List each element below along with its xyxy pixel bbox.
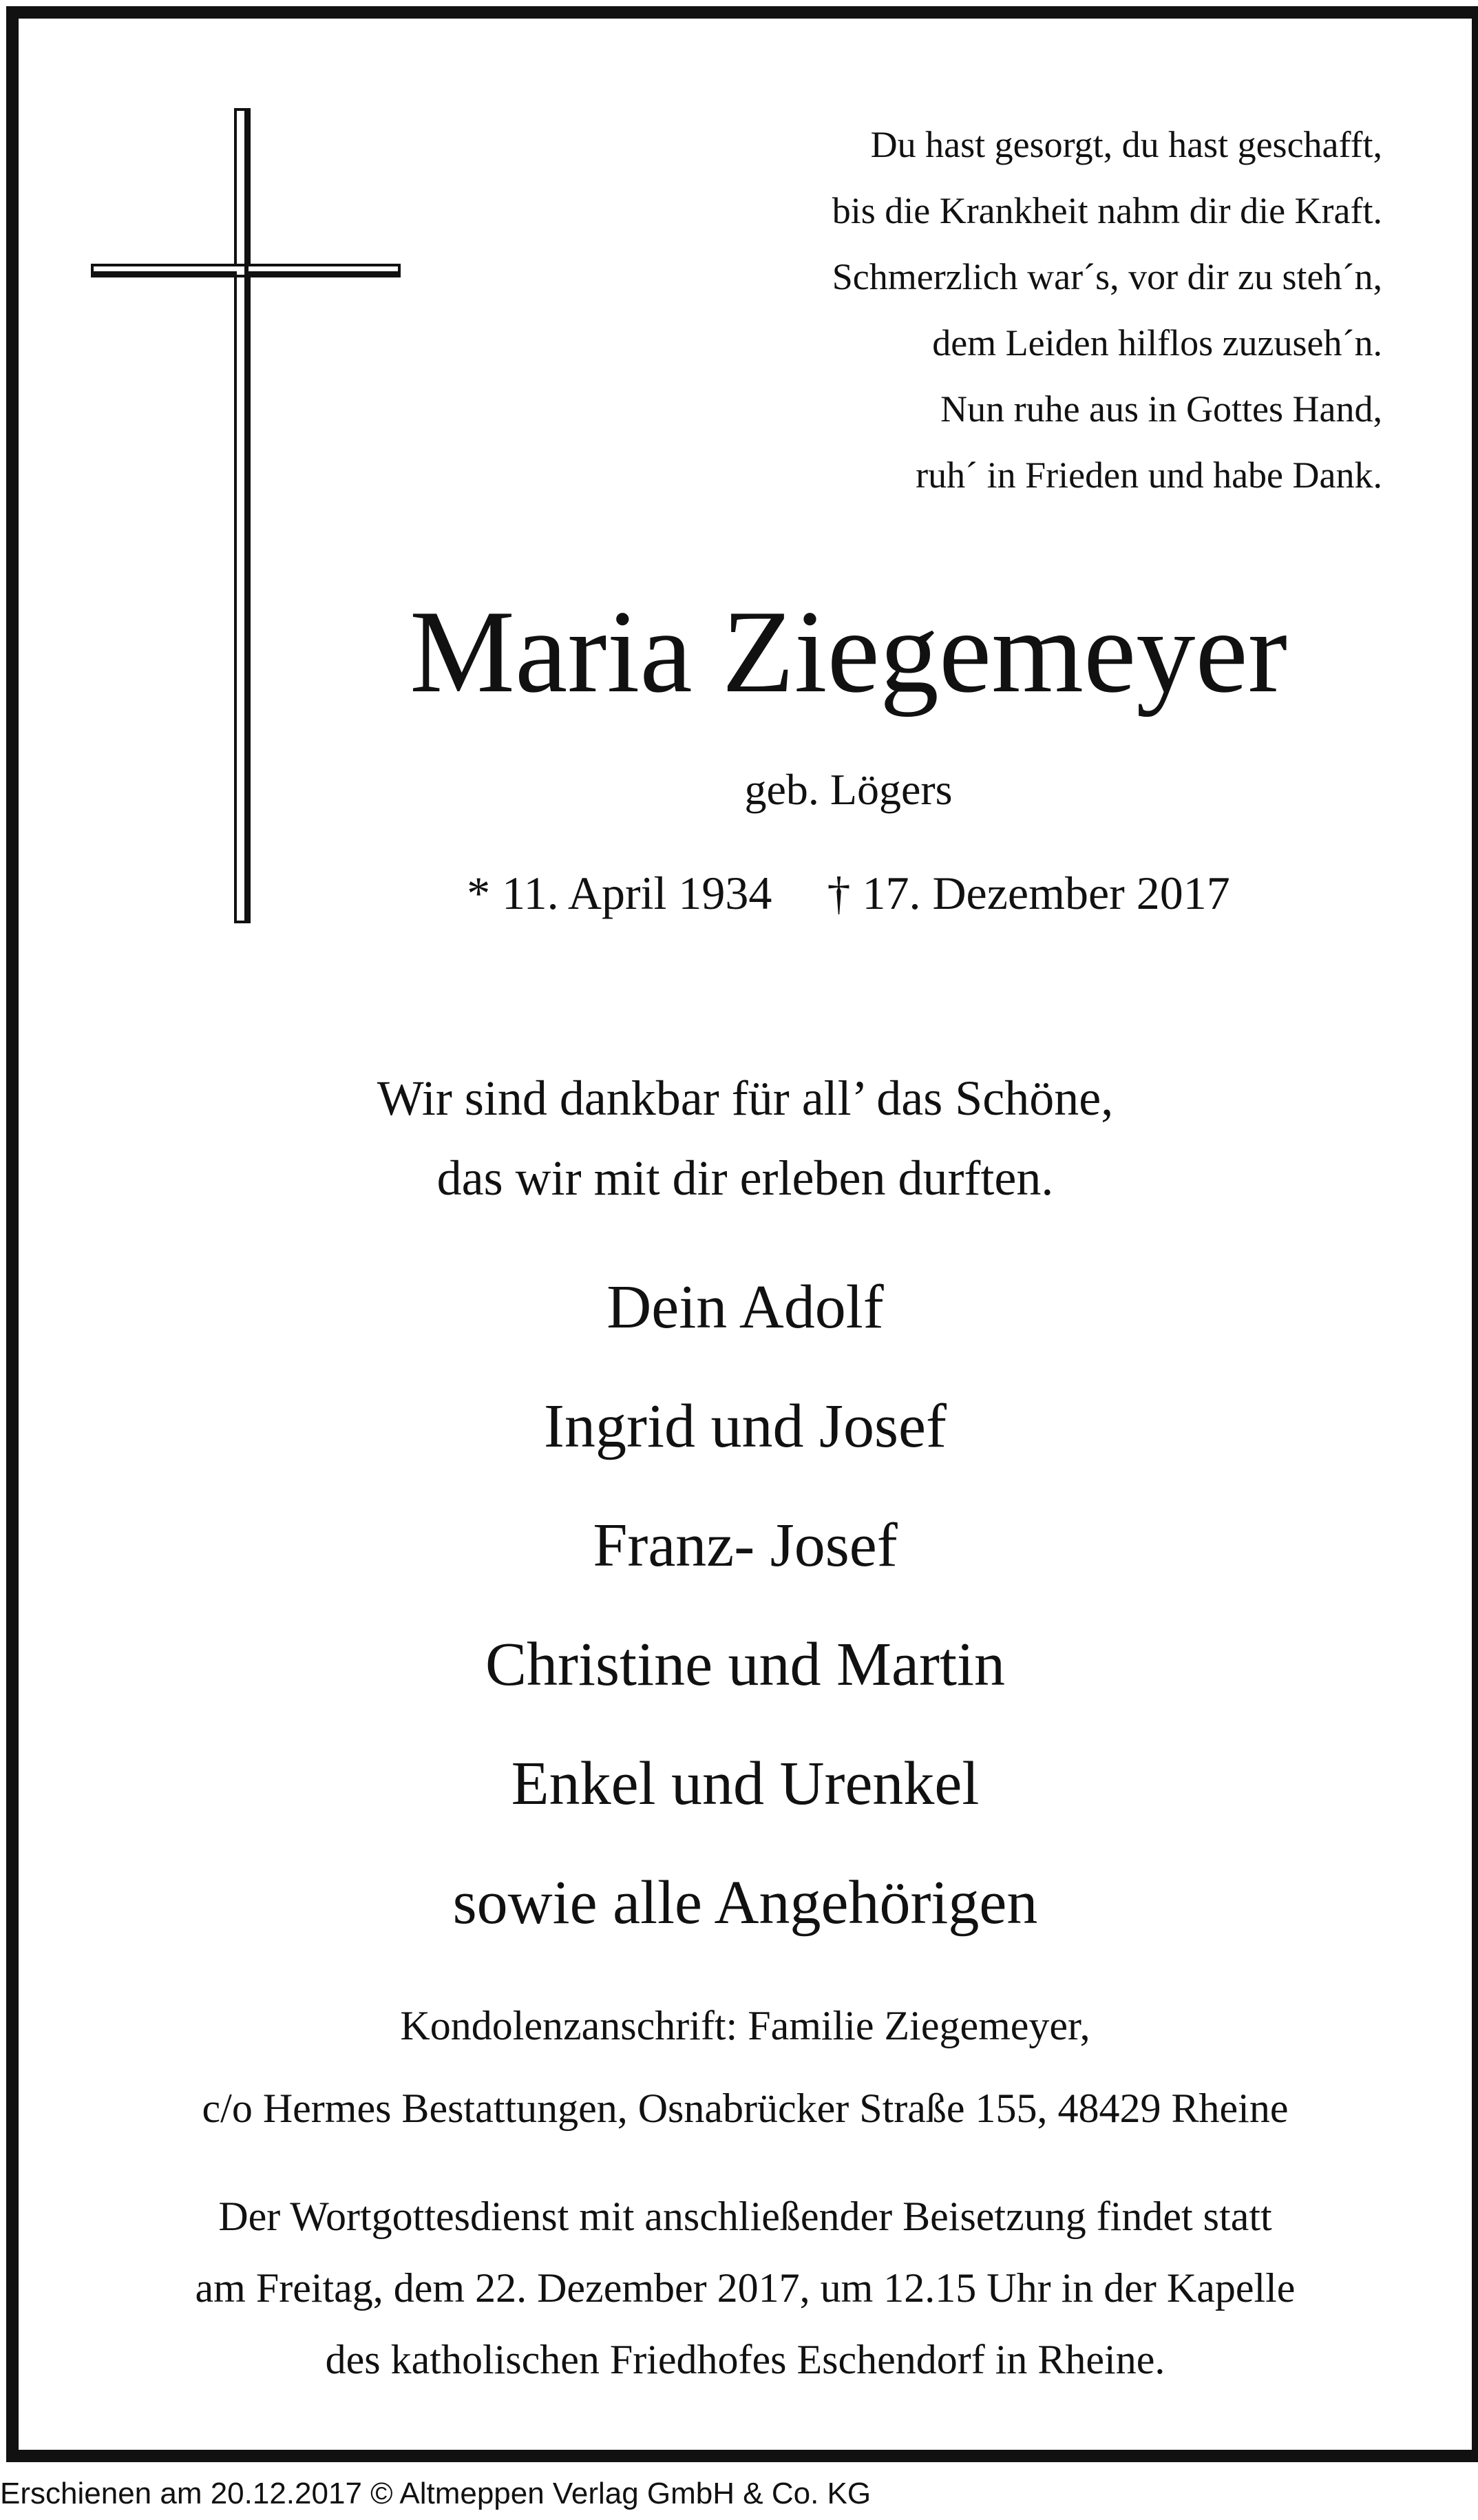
life-dates bbox=[19, 862, 1472, 924]
address-line: Kondolenzanschrift: Familie Ziegemeyer, bbox=[400, 2003, 1090, 2048]
poem-line: Nun ruhe aus in Gottes Hand, bbox=[940, 388, 1382, 430]
publication-footer: Erschienen am 20.12.2017 © Altmeppen Verlag GmbH & Co. KG bbox=[0, 2477, 872, 2510]
mourner-entry: Ingrid und Josef bbox=[544, 1392, 947, 1460]
mourners-list bbox=[19, 1248, 1472, 1962]
service-line: des katholischen Friedhofes Eschendorf in Rheine. bbox=[325, 2337, 1165, 2382]
address-line: c/o Hermes Bestattungen, Osnabrücker Straße 155, 48429 Rheine bbox=[202, 2086, 1289, 2131]
service-info bbox=[19, 2181, 1472, 2395]
deceased-name: Maria Ziegemeyer bbox=[410, 587, 1287, 717]
death-date: † 17. Dezember 2017 bbox=[827, 867, 1230, 919]
service-line: Der Wortgottesdienst mit anschließender Beisetzung findet statt bbox=[218, 2194, 1272, 2239]
condolence-address bbox=[19, 1984, 1472, 2150]
mourner-entry: Franz- Josef bbox=[593, 1511, 898, 1579]
mourner-entry: Christine und Martin bbox=[485, 1630, 1005, 1699]
thanks-text bbox=[19, 1058, 1472, 1218]
mourner-entry: Enkel und Urenkel bbox=[511, 1750, 980, 1818]
poem bbox=[487, 112, 1382, 508]
thanks-line: das wir mit dir erleben durften. bbox=[436, 1151, 1054, 1206]
mourner-entry: sowie alle Angehörigen bbox=[452, 1869, 1038, 1937]
thanks-line: Wir sind dankbar für all’ das Schöne, bbox=[377, 1071, 1114, 1126]
maiden-name: geb. Lögers bbox=[744, 765, 953, 814]
mourner-entry: Dein Adolf bbox=[606, 1273, 884, 1341]
poem-line: Du hast gesorgt, du hast geschafft, bbox=[870, 124, 1382, 165]
birth-date: * 11. April 1934 bbox=[467, 867, 772, 919]
poem-line: dem Leiden hilflos zuzuseh´n. bbox=[932, 322, 1382, 364]
poem-line: ruh´ in Frieden und habe Dank. bbox=[916, 454, 1382, 496]
service-line: am Freitag, dem 22. Dezember 2017, um 12.15 Uhr in der Kapelle bbox=[195, 2265, 1296, 2311]
poem-line: bis die Krankheit nahm dir die Kraft. bbox=[832, 190, 1382, 231]
obituary-frame bbox=[6, 6, 1478, 2462]
poem-line: Schmerzlich war´s, vor dir zu steh´n, bbox=[832, 256, 1382, 297]
